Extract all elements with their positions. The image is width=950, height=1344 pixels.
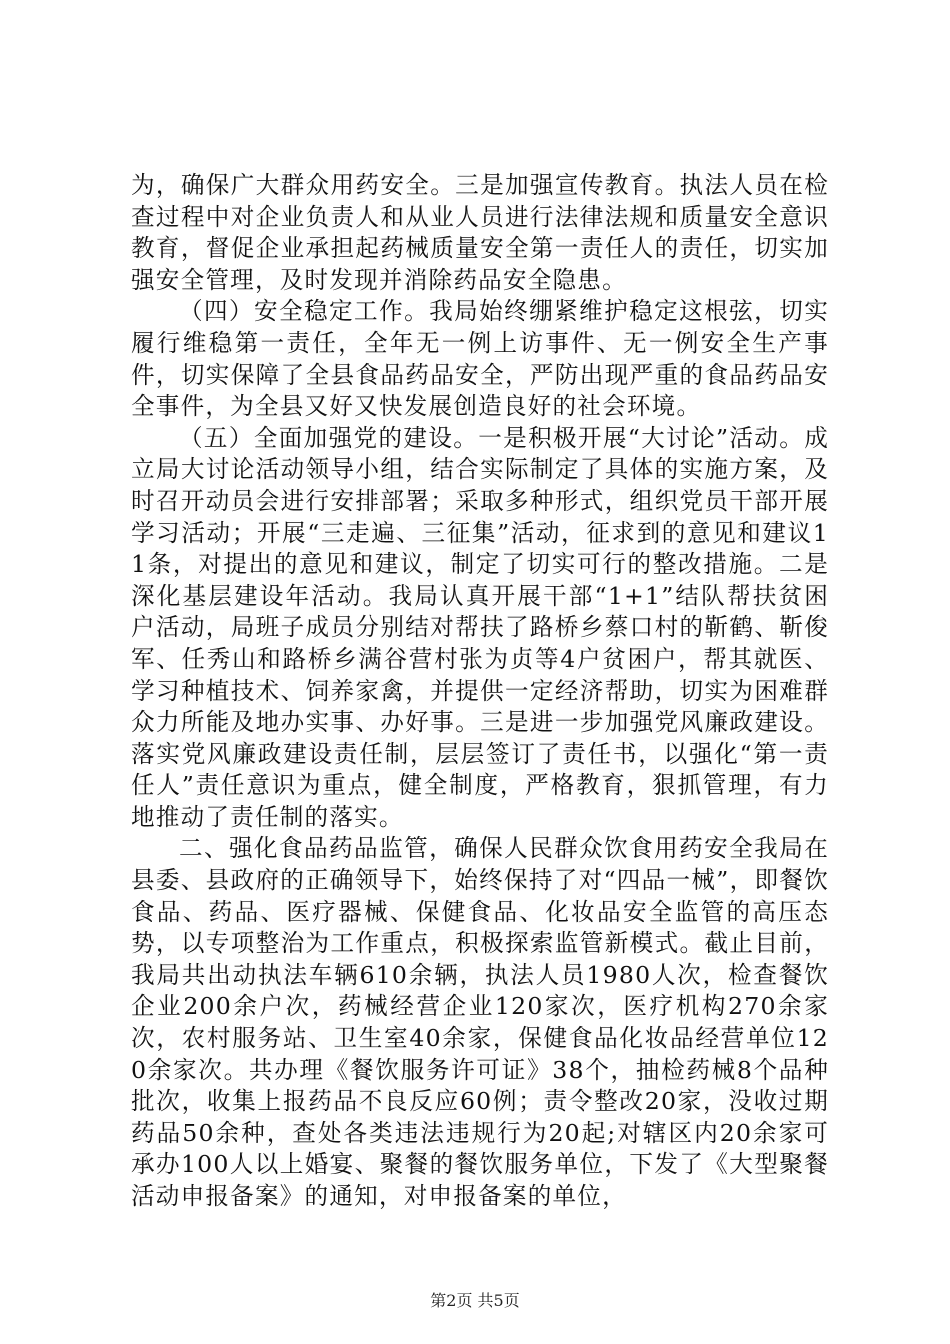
paragraph-1: 为，确保广大群众用药安全。三是加强宣传教育。执法人员在检查过程中对企业负责人和从业人员进行法律法规和质量安全意识教育，督促企业承担起药械质量安全第一责任人的责任，切实加强安全管理，及时发现并消除药品安全隐患。 [131,171,829,294]
paragraph-3: （五）全面加强党的建设。一是积极开展“大讨论”活动。成立局大讨论活动领导小组，结合实际制定了具体的实施方案，及时召开动员会进行安排部署；采取多种形式，组织党员干部开展学习活动；开展“三走遍、三征集”活动，征求到的意见和建议11条，对提出的意见和建议，制定了切实可行的整改措施。二是深化基层建设年活动。我局认真开展干部“1+1”结队帮扶贫困户活动，局班子成员分别结对帮扶了路桥乡蔡口村的靳鹤、靳俊军、任秀山和路桥乡满谷营村张为贞等4户贫困户，帮其就医、学习种植技术、饲养家禽，并提供一定经济帮助，切实为困难群众力所能及地办实事、办好事。三是进一步加强党风廉政建设。落实党风廉政建设责任制，层层签订了责任书，以强化“第一责任人”责任意识为重点，健全制度，严格教育，狠抓管理，有力地推动了责任制的落实。 [131,423,829,831]
page-number-footer: 第2页 共5页 [430,1291,520,1310]
paragraph-4: 二、强化食品药品监管，确保人民群众饮食用药安全我局在县委、县政府的正确领导下，始终保持了对“四品一械”，即餐饮食品、药品、医疗器械、保健食品、化妆品安全监管的高压态势，以专项整治为工作重点，积极探索监管新模式。截止目前，我局共出动执法车辆610余辆，执法人员1980人次，检查餐饮企业200余户次，药械经营企业120家次，医疗机构270余家次，农村服务站、卫生室40余家，保健食品化妆品经营单位120余家次。共办理《餐饮服务许可证》38个，抽检药械8个品种批次，收集上报药品不良反应60例；责令整改20家，没收过期药品50余种，查处各类违法违规行为20起;对辖区内20余家可承办100人以上婚宴、聚餐的餐饮服务单位，下发了《大型聚餐活动申报备案》的通知，对申报备案的单位， [131,834,829,1210]
document-body [131,170,829,1213]
paragraph-2: （四）安全稳定工作。我局始终绷紧维护稳定这根弦，切实履行维稳第一责任，全年无一例上访事件、无一例安全生产事件，切实保障了全县食品药品安全，严防出现严重的食品药品安全事件，为全县又好又快发展创造良好的社会环境。 [131,297,829,421]
